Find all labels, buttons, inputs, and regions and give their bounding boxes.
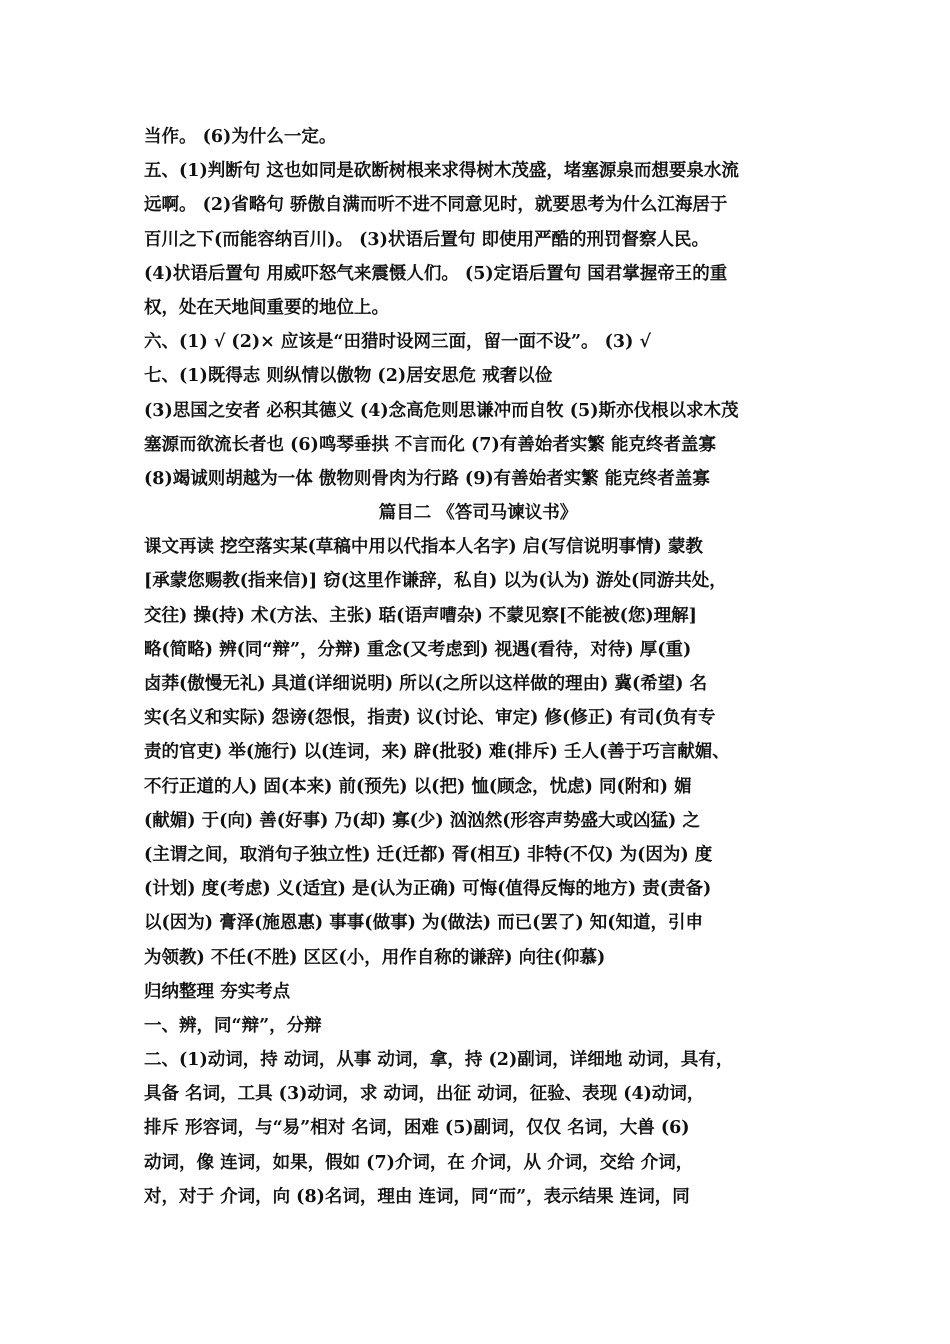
- text-line-23: (计划) 度(考虑) 义(适宜) 是(认为正确) 可悔(值得反悔的地方) 责(责备): [144, 879, 712, 900]
- text-line-26: 归纳整理 夯实考点: [144, 981, 291, 1002]
- text-line-25: 为领教) 不任(不胜) 区区(小，用作自称的谦辞) 向往(仰慕): [144, 947, 606, 968]
- text-line-24: 以(因为) 膏泽(施恩惠) 事事(做事) 为(做法) 而已(罢了) 知(知道，引申: [144, 913, 704, 934]
- text-line-21: (献媚) 于(向) 善(好事) 乃(却) 寡(少) 汹汹然(形容声势盛大或凶猛) 之: [144, 810, 700, 831]
- text-line-9: (3)思国之安者 必积其德义 (4)念高危则思谦冲而自牧 (5)斯亦伐根以求木茂: [144, 400, 739, 421]
- text-line-29: 具备 名词，工具 (3)动词，求 动词，出征 动词，征验、表现 (4)动词，: [144, 1084, 705, 1105]
- text-line-2: 五、(1)判断句 这也如同是砍断树根来求得树木茂盛，堵塞源泉而想要泉水流: [144, 161, 739, 182]
- text-line-4: 百川之下(而能容纳百川)。 (3)状语后置句 即使用严酷的刑罚督察人民。: [144, 229, 709, 250]
- text-line-15: 交往) 操(持) 术(方法、主张) 聒(语声嘈杂) 不蒙见察[不能被(您)理解]: [144, 605, 697, 626]
- text-line-11: (8)竭诚则胡越为一体 傲物则骨肉为行路 (9)有善始者实繁 能克终者盖寡: [144, 468, 710, 489]
- section-heading: 篇目二 《答司马谏议书》: [378, 503, 578, 524]
- text-line-20: 不行正道的人) 固(本来) 前(预先) 以(把) 恤(顾念，忧虑) 同(附和) 媚: [144, 776, 692, 797]
- text-line-32: 对，对于 介词，向 (8)名词，理由 连词，同“而”，表示结果 连词，同: [144, 1186, 690, 1207]
- text-line-7: 六、(1) √ (2)× 应该是“田猎时设网三面，留一面不设”。 (3) √: [144, 332, 651, 353]
- text-line-3: 远啊。 (2)省略句 骄傲自满而听不进不同意见时，就要思考为什么江海居于: [144, 195, 728, 216]
- text-line-18: 实(名义和实际) 怨谤(怨恨，指责) 议(讨论、审定) 修(修正) 有司(负有专: [144, 708, 716, 729]
- text-line-17: 卤莽(傲慢无礼) 具道(详细说明) 所以(之所以这样做的理由) 冀(希望) 名: [144, 674, 708, 694]
- text-line-10: 塞源而欲流长者也 (6)鸣琴垂拱 不言而化 (7)有善始者实繁 能克终者盖寡: [144, 434, 716, 455]
- text-line-16: 略(简略) 辨(同“辩”，分辩) 重念(又考虑到) 视遇(看待，对待) 厚(重): [144, 639, 692, 660]
- text-line-14: [承蒙您赐教(指来信)] 窃(这里作谦辞，私自) 以为(认为) 游处(同游共处，: [144, 571, 727, 592]
- text-line-13: 课文再读 挖空落实某(草稿中用以代指本人名字) 启(写信说明事情) 蒙教: [144, 537, 703, 558]
- text-line-22: (主谓之间，取消句子独立性) 迁(迁都) 胥(相互) 非特(不仅) 为(因为) 度: [144, 844, 713, 865]
- text-line-28: 二、(1)动词，持 动词，从事 动词，拿，持 (2)副词，详细地 动词，具有，: [144, 1050, 734, 1071]
- text-line-6: 权，处在天地间重要的地位上。: [144, 297, 389, 318]
- text-line-8: 七、(1)既得志 则纵情以傲物 (2)居安思危 戒奢以俭: [144, 366, 553, 387]
- text-line-31: 动词，像 连词，如果，假如 (7)介词，在 介词，从 介词，交给 介词，: [144, 1152, 694, 1173]
- text-line-1: 当作。 (6)为什么一定。: [144, 127, 337, 147]
- text-line-30: 排斥 形容词，与“易”相对 名词，困难 (5)副词，仅仅 名词，大兽 (6): [144, 1118, 690, 1139]
- text-line-27: 一、辨，同“辩”，分辩: [144, 1015, 322, 1036]
- text-line-5: (4)状语后置句 用威吓怒气来震慑人们。 (5)定语后置句 国君掌握帝王的重: [144, 263, 728, 284]
- text-line-19: 责的官吏) 举(施行) 以(连词，来) 辟(批驳) 难(排斥) 壬人(善于巧言献媚、: [144, 742, 730, 763]
- document-page: [144, 120, 812, 1214]
